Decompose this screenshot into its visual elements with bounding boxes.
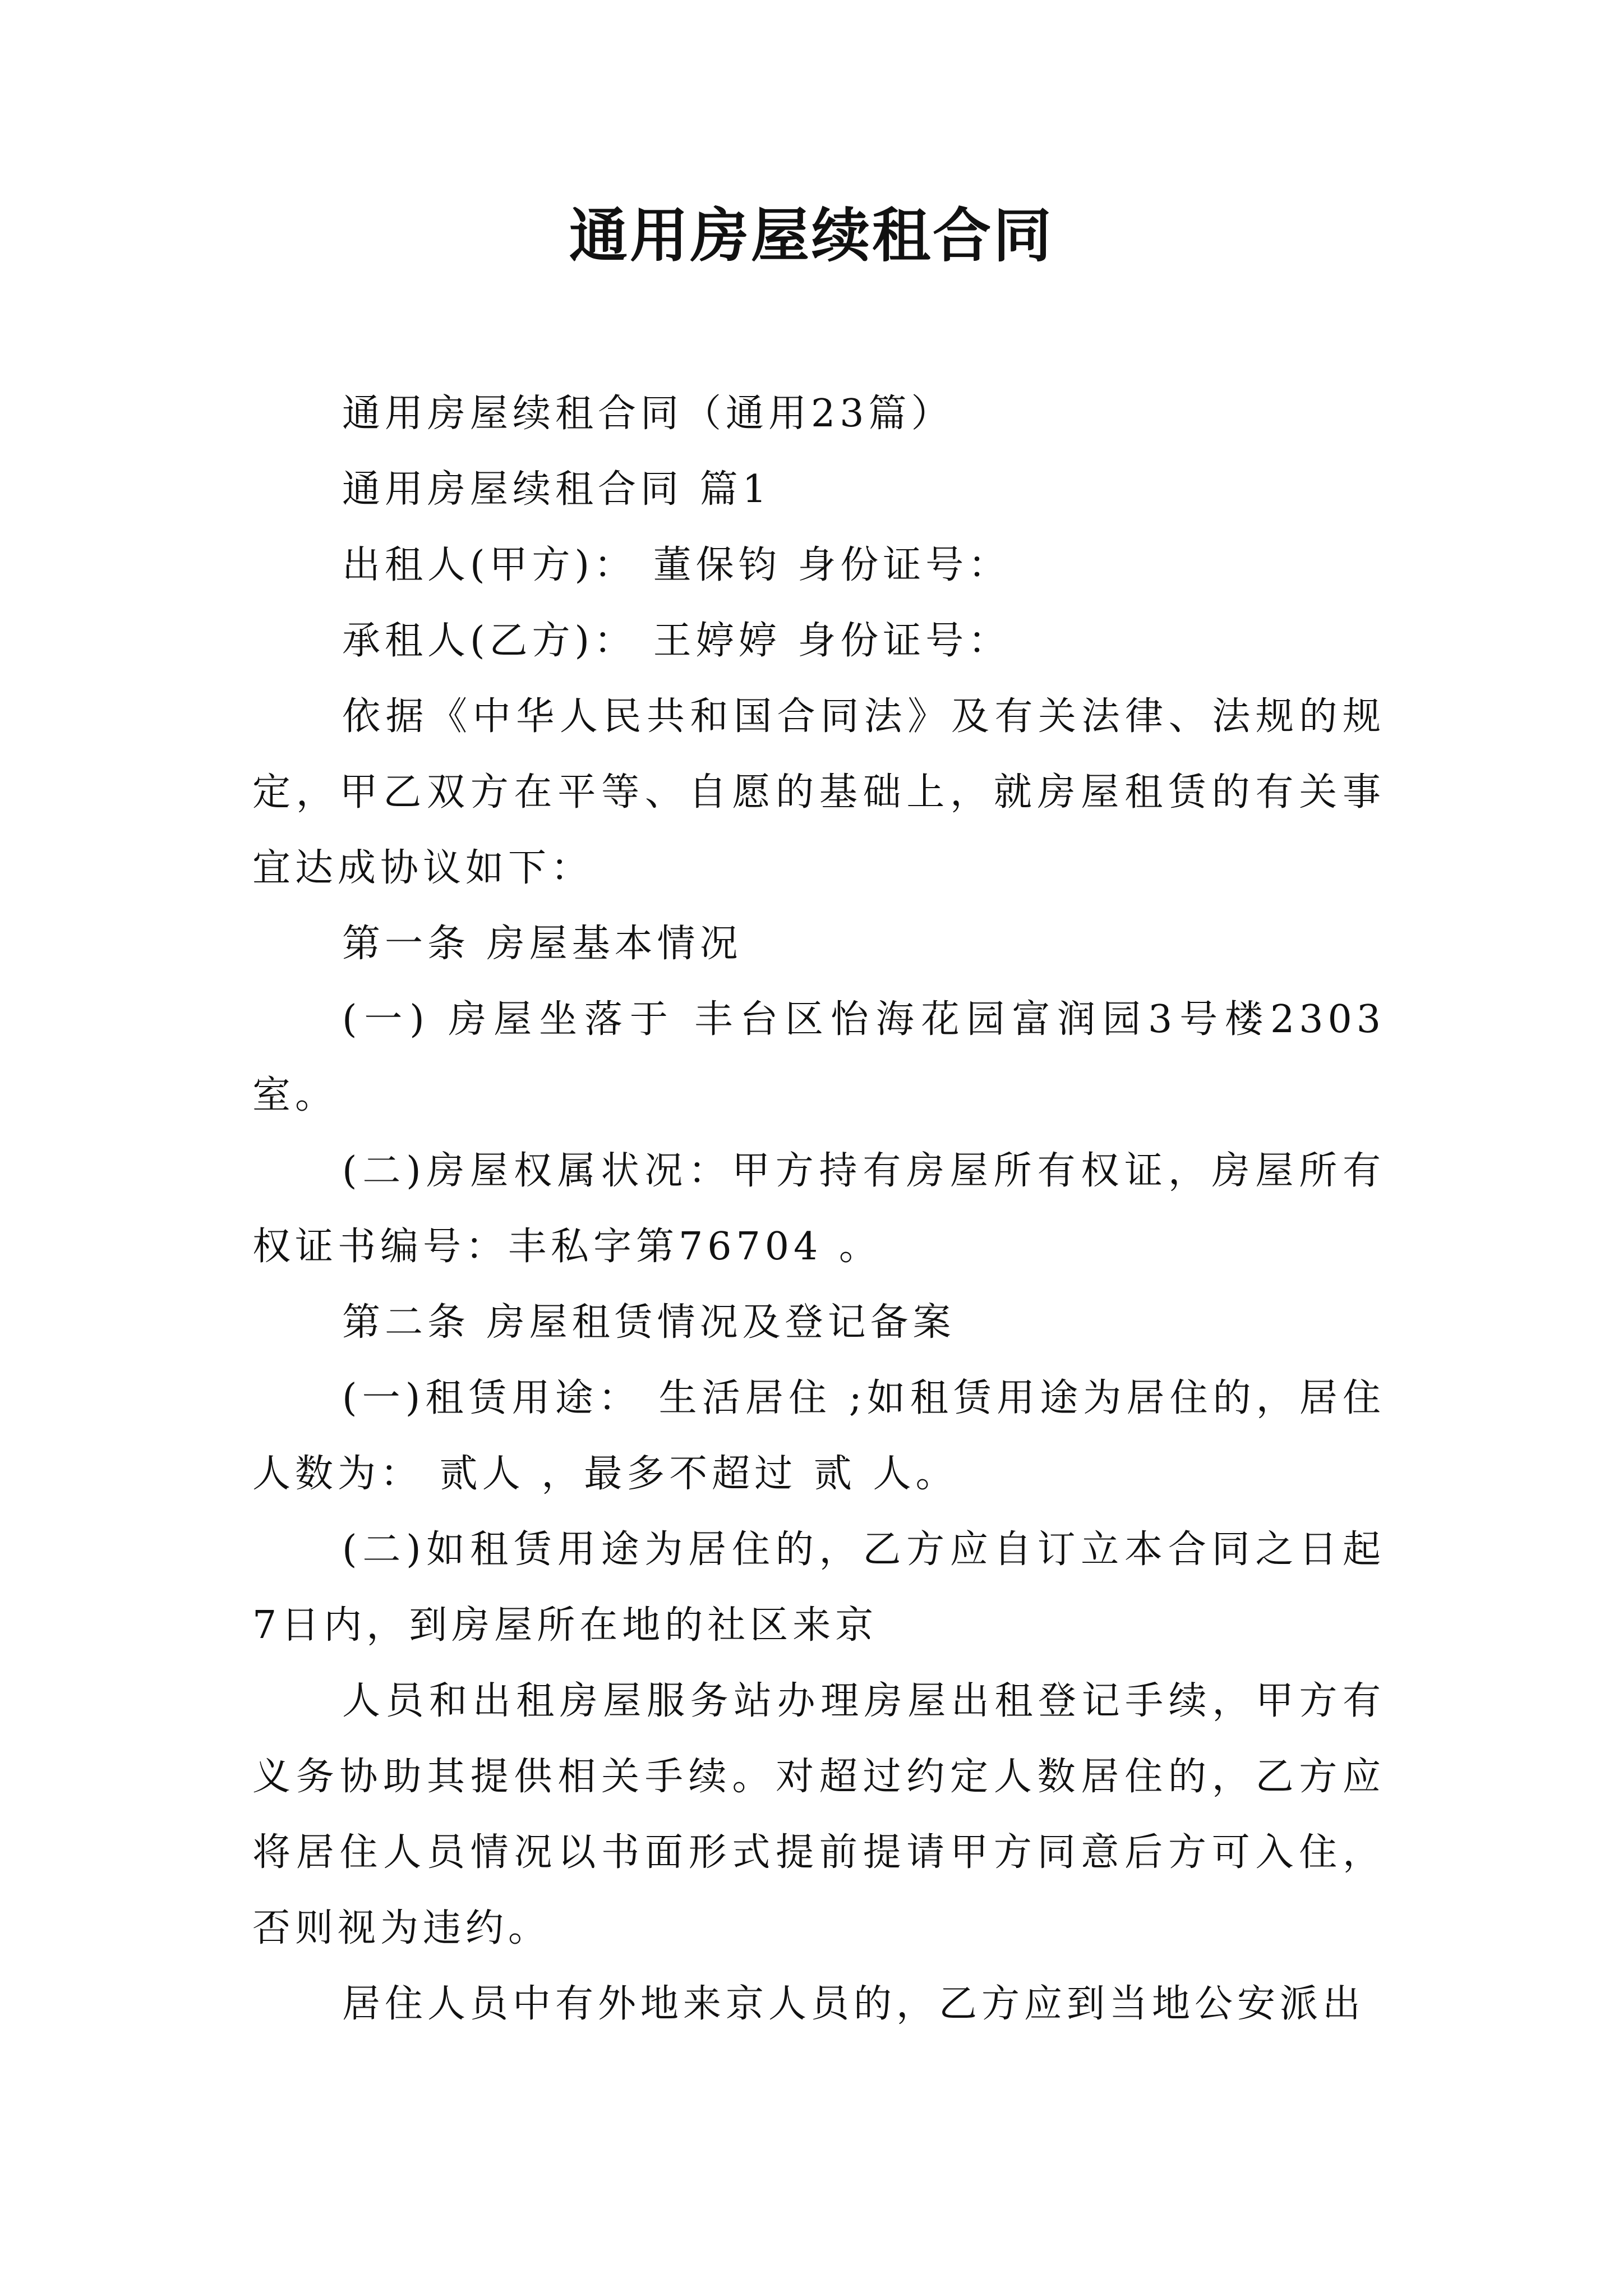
document-body [252, 376, 1385, 2042]
paragraph-article-2-item-2: (二)如租赁用途为居住的，乙方应自订立本合同之日起7日内，到房屋所在地的社区来京 [252, 1527, 1385, 1648]
paragraph-article-1-item-1: (一) 房屋坐落于 丰台区怡海花园富润园3号楼2303室。 [252, 997, 1385, 1117]
paragraph-subtitle: 通用房屋续租合同（通用23篇） [342, 392, 954, 436]
paragraph-article-1-item-2: (二)房屋权属状况：甲方持有房屋所有权证，房屋所有权证书编号：丰私字第76704 。 [252, 1149, 1385, 1269]
paragraph-article-2-item-1: (一)租赁用途： 生活居住 ;如租赁用途为居住的，居住人数为： 贰人 ，最多不超过 贰 人。 [252, 1376, 1385, 1496]
paragraph-registration: 人员和出租房屋服务站办理房屋出租登记手续，甲方有义务协助其提供相关手续。对超过约定人数居住的，乙方应将居住人员情况以书面形式提前提请甲方同意后方可入住，否则视为违约。 [252, 1679, 1385, 1950]
paragraph-section-heading: 通用房屋续租合同 篇1 [342, 467, 771, 512]
paragraph-lessee: 承租人(乙方)： 王婷婷 身份证号： [342, 619, 1011, 663]
paragraph-preamble: 依据《中华人民共和国合同法》及有关法律、法规的规定，甲乙双方在平等、自愿的基础上，就房屋租赁的有关事宜达成协议如下： [252, 694, 1385, 890]
paragraph-article-2-heading: 第二条 房屋租赁情况及登记备案 [342, 1300, 956, 1345]
document-title: 通用房屋续租合同 [569, 201, 1054, 270]
paragraph-nonlocal-residents: 居住人员中有外地来京人员的，乙方应到当地公安派出 [342, 1982, 1366, 2026]
paragraph-article-1-heading: 第一条 房屋基本情况 [342, 922, 743, 966]
paragraph-lessor: 出租人(甲方)： 董保钧 身份证号： [342, 543, 1011, 587]
